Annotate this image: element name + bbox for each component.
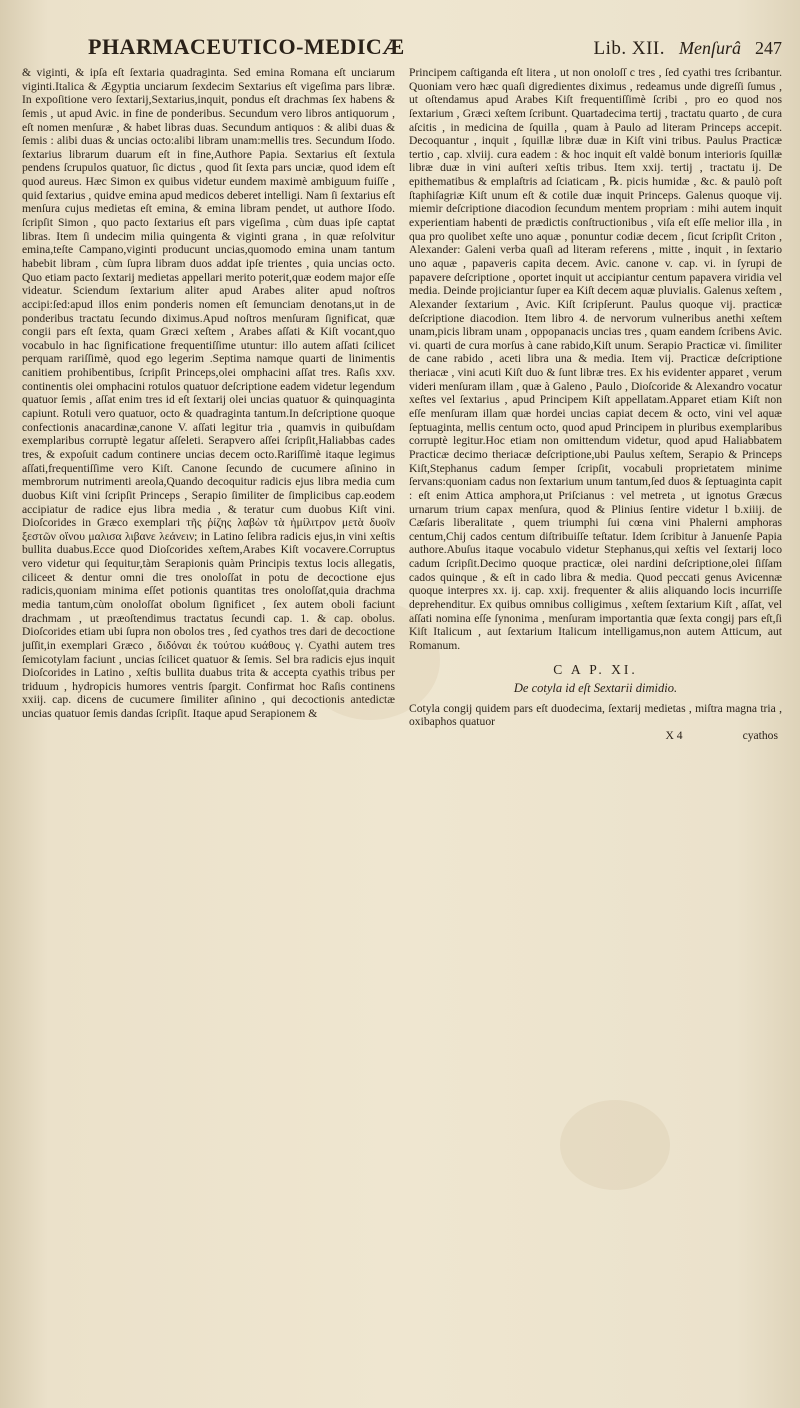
book-number: Lib. XII.	[593, 38, 665, 59]
right-column	[409, 66, 782, 743]
page-footer	[409, 729, 782, 743]
chapter-heading: C A P. XI.	[553, 661, 638, 677]
chapter-text: Cotyla congij quidem pars eſt duodecima, ſextarij medietas , miſtra magna tria , oxibaphos quatuor	[409, 701, 782, 729]
running-title: PHARMACEUTICO-MEDICÆ	[88, 34, 405, 59]
chapter-subtitle: De cotyla id eſt Sextarii dimidio.	[513, 681, 678, 696]
signature-mark: X 4	[665, 729, 683, 743]
topic-label: Menſurâ	[679, 38, 741, 58]
header-right	[593, 38, 782, 60]
right-column-text: Principem caſtiganda eſt litera , ut non onoloſſ c tres , ſed cyathi tres ſcribantur. Quoniam vero hæc quaſi digredientes diximus , redeamus unde digreſſi ſumus , ut oſtendamus apud Arabes Kiſt frequentiſſimè ſcribi , pro eo quod nos ſextarium , Græci xeſtem ſcribunt. Quartadecima tertij , tractatu quarto , de cura aſcitis , in medicina de ſquilla , quam à Paulo ad literam Princeps accepit. Decoquantur , inquit , ſquillæ libræ duæ in Kiſt vini tribus. Paulus Practicæ tertio , cap. xlviij. cura eadem : & hoc inquit eſt valdè bonum interioris ſquillæ libræ duæ in vini auſteri xeſtis tribus. Item xxij. tertij , tractatu ij. De epithematibus & emplaſtris ad ſciaticam , ℞. picis humidæ , &c. & paulò poſt ſtaphiſagriæ Kiſt unum eſt & cotile duæ inquit Princeps. Galenus quoque vij. miemir deſcriptione diacodion ſecundum mentem propriam : mihi autem inquit experientiam habenti de prædictis conſtructionibus , viſa eſt eſſe melior illa , in qua pro quolibet xeſte uno aquæ , ponuntur codiæ decem , ſicut ſcripſit Criton , Alexander: Galeni verba quaſi ad literam referens , mitte , inquit , in ſextario uno aquæ , papaveris capita decem. Avic. canone v. cap. vi. in ſyrupi de papavere deſcriptione , oportet inquit ut accipiantur centum papavera viridia vel media. Deinde projiciantur ſuper ea Kiſt decem aquæ pluvialis. Galenus xeſtem , Alexander ſextarium , Avic. Kiſt ſcripſerunt. Paulus quoque vij. practicæ deſcriptione diacodion. Item libro 4. de nervorum vulneribus anethi xeſtem unam,picis libram unam , oppopanacis uncias tres , quam eandem ſcribens Avic. vi. quarti de cura morſus à cane rabido,Kiſt unum. Serapio Practicæ vi. ſimiliter de cane rabido , aceti libra una & media. Item vij. Practicæ deſcriptione theriacæ , vini acuti Kiſt duo & ſunt libræ tres. Ex his evidenter apparet , verum videri menſuram illam , quæ à Galeno , Paulo , Dioſcoride & Alexandro vocatur xeſtes vel ſextarius , apud Principem Kiſt appellatam.Apparet etiam Kiſt non eſſe menſuram illam quæ hordei uncias capiat decem & octo, vini vel aquæ ſeptuaginta, mellis centum octo, quod apud Principem in pluribus exemplaribus corruptè legitur.Hoc etiam non omittendum videtur, quod apud Haliabbatem Practicæ decimo theriacæ deſcriptione,ubi Paulus xeſtem, Serapio & Princeps Kiſt,Stephanus cadum ſemper ſcripſit, vocabuli proprietatem minime ſervans:quoniam cadus non ſextarium unum tantum,ſed duos & ſeptuaginta capit : eſt enim Attica amphora,ut Priſcianus : vel metreta , ut ignotus Græcus urnarum trium capax menſura, quod & Plinius ſentire videtur l b.xiiij. de Cæſaris liberalitate , quem triumphi ſui cœna vini Phalerni amphoras centum,Chij cados centum diſtribuiſſe teſtatur. Idem ſcribitur à Januenſe Papia authore.Abuſus itaque vocabulo videtur Stephanus,qui xeſtis vel ſextarij loco cadum ſcripſit.Decimo quoque practicæ, olei nardini deſcriptione,olei ſiſſam cados quinque , & eſt in cado libra & media. Quod peccati genus Avicennæ quoque interpres xx. ij. cap. xxij. frequenter & aliis aliquando locis incurriſſe deprehenditur. Ex quibus omnibus colligimus , xeſtem ſextarium Kiſt , aſſat, vel aſſati nomina eſſe ſynonima , menſuram importantia quæ ſexta congij pars eſt,ſi Kiſt Italicum , aut ſextarium Italicum intelligamus,non autem Atticum, aut Romanum.	[409, 66, 782, 652]
catchword: cyathos	[742, 729, 778, 743]
left-column-text: & viginti, & ipſa eſt ſextaria quadraginta. Sed emina Romana eſt unciarum viginti.Italica & Ægyptia unciarum ſexdecim Sextarius eſt vigeſima pars libræ. In expoſitione vero ſextarij,Sextarius,inquit, pondus eſt drachmas ſex habens & ſemis , ut apud Avic. in fine de ponderibus. Secundum vero libros antiquorum , eſt nomen menſuræ , & habet libras duas. Secundum antiquos : & alibi duas & ſemis : alibi duas & uncias octo:alibi libram unam:mellis tres. Secundum Iſodo. ſextarius librarum duarum eſt in fine,Authore Papia. Sextarius eſt ſextula pendens ſcrupulos quatuor, ſic dictus , quod ſit ſexta pars unciæ, quod idem eſt quod aureus. Hæc Simon ex quibus videtur eundem maximè ambiguum fuiſſe , quid ſextarius , quidve emina apud medicos deberet intelligi. Nam ſi ſextarius eſt menſura cujus medietas eſt emina, & emina libram pendet, ut authore Iſodo. ſcripſit Simon , quo pacto ſextarius eſt pars vigeſima , cùm duas ipſe captat libras. Item ſi undecim milia quingenta & viginti grana , in quæ reſolvitur emina,teſte Campano,viginti producunt uncias,quomodo emina unam tantum habebit libram , cùm ſupra libram duos addat ipſe trientes , quia uncias octo. Quo etiam pacto ſextarij medietas appellari merito poterit,quæ eodem major eſſe videatur. Sciendum ſextarium aliter apud Arabes aliter apud noſtros accipi:ſed:apud illos enim ponderis nomen eſt ſemunciam denotans,ut in de ponderibus tractatu ſecundo diximus.Apud noſtros menſuram ſignificat, quæ congii pars eſt ſexta, quam Græci xeſtem , Arabes aſſati & Kiſt vocant,quo vocabulo in hac ſignificatione frequentiſſime utuntur: illo autem aſſati ſcilicet perquam rariſſimè, quod ego legerim .Septima namque quarti de linimentis canitiem prohibentibus, ſcripſit Princeps,olei omphacini aſſat tres. Raſis xxv. continentis olei omphacini rotulos quatuor deſcriptione eadem videtur legendum quatuor ſemis , aſſat enim tres id eſt ſextarij olei uncias quatuor & quinquaginta capiunt. Rotuli vero quatuor, octo & quadraginta tantum.In deſcriptione quoque confectionis anacardinæ,canone V. aſſati legitur tria , quamvis in quibuſdam exemplaribus corruptè legatur aſſeleti. Serapvero aſſei ſcripſit,Haliabbas cades tres, & expoſuit cadum continere uncias decem octo.Rariſſimè itaque legimus aſſati,frequentiſſime vero Kiſt. Canone ſecundo de cucumere aſinino in membrorum nutrimenti areola,Quando decoquitur radicis ejus libra media cum duobus Kiſt vini ſcripſit Princeps , Serapio ſimiliter de ſimplicibus cap.eodem accipiatur de radice ejus libra media , & teratur cum duobus Kiſt vini. Dioſcorides in Græco exemplari τῆς ῥίζης λαβὼν τὰ ἡμίλιτρον μετὰ δυοῖν ξεστῶν οἴνου μαλισα λιβανε λεάνειν; in Latino ſelibra radicis ejus,in vini xeſtis bullita duabus.Ecce quod Dioſcorides xeſtem,Arabes Kiſt vocavere.Corruptus vero videtur qui ſequitur,tàm Serapionis quàm Principis textus locis allegatis, ciliceet & dentur omni die tres onoloſſat in potu de decoctione ejus radicis,quoniam minima eſſet potionis quantitas tres onoloſſat,quia drachma media tantum,cùm onoloſſat obolum ſignificet , ſex autem oboli faciunt drachmam , ut præoſtendimus tractatus ſecundi cap. 1. & cap. obolus. Dioſcorides etiam ubi ſupra non obolos tres , ſed cyathos tres dari de decoctione juſſit,in exemplari Græco , διδόναι ἐκ τούτου κυάθους γ. Cyathi autem tres ſemicotylam faciunt , uncias ſcilicet quatuor & ſemis. Sel bra radicis ejus inquit Dioſcorides in Latino , xeſtis bullita duabus trita & accepta cyathis tribus per triduum , hydropicis humores ventris ſpargit. Confirmat hoc Raſis continens xxiij. cap. dicens de cucumere ſimiliter aſinino , qui decoctionis antedictæ uncias quatuor ſemis dandas ſcripſit. Itaque apud Serapionem &	[22, 66, 395, 721]
page-number: 247	[755, 38, 782, 58]
page-header	[22, 34, 782, 64]
paper-stain	[300, 600, 440, 720]
paper-stain	[560, 1100, 670, 1190]
